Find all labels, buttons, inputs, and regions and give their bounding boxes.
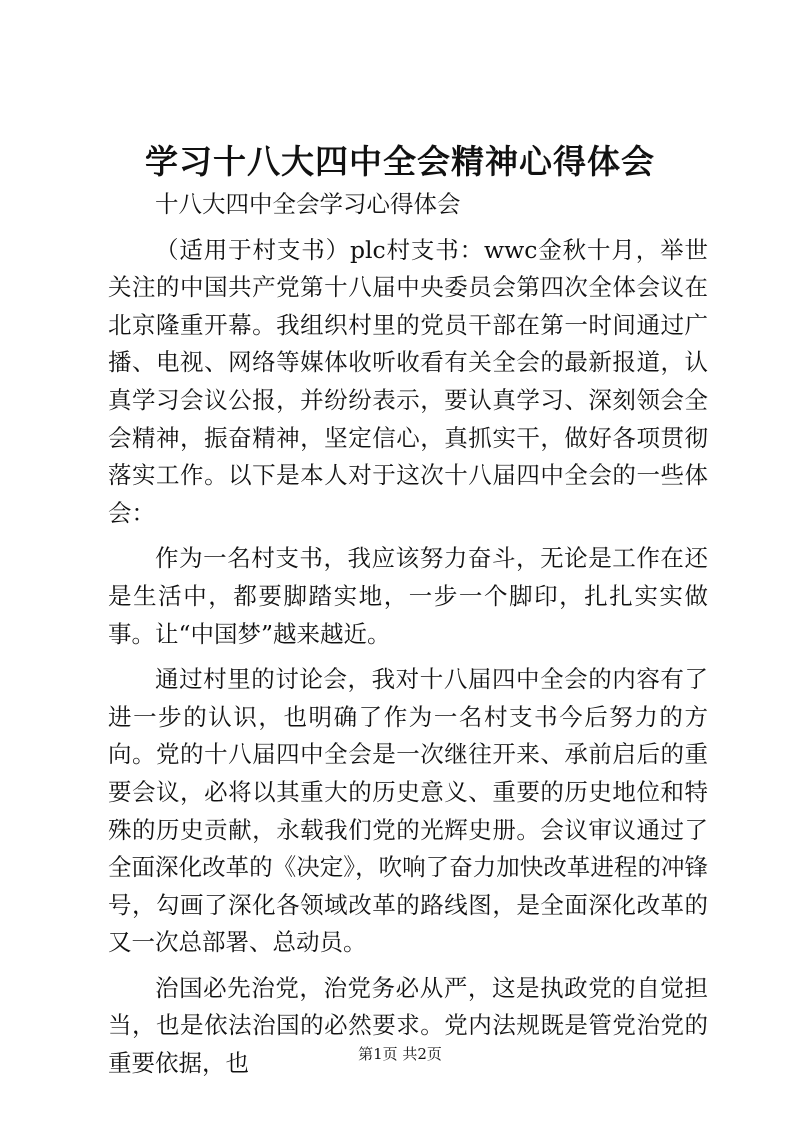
body-paragraph: （适用于村支书）plc村支书：wwc金秋十月，举世关注的中国共产党第十八届中央委员会第四次全体会议在北京隆重开幕。我组织村里的党员干部在第一时间通过广播、电视、网络等媒体收听收看有关全会的最新报道，认真学习会议公报，并纷纷表示，要认真学习、深刻领会全会精神，振奋精神，坚定信心，真抓实干，做好各项贯彻落实工作。以下是本人对于这次十八届四中全会的一些体会： — [108, 235, 708, 527]
subtitle-paragraph: 十八大四中全会学习心得体会 — [155, 190, 461, 218]
body-paragraph: 治国必先治党，治党务必从严，这是执政党的自觉担当，也是依法治国的必然要求。党内法规既是管党治党的重要依据，也 — [108, 973, 708, 1078]
document-body — [108, 186, 708, 1091]
page-number-footer: 第1页 共2页 — [358, 1045, 442, 1063]
body-paragraph: 作为一名村支书，我应该努力奋斗，无论是工作在还是生活中，都要脚踏实地，一步一个脚印，扎扎实实做事。让“中国梦”越来越近。 — [108, 544, 708, 648]
document-title: 学习十八大四中全会精神心得体会 — [145, 142, 655, 181]
body-paragraph: 通过村里的讨论会，我对十八届四中全会的内容有了进一步的认识，也明确了作为一名村支书今后努力的方向。党的十八届四中全会是一次继往开来、承前启后的重要会议，必将以其重大的历史意义、重要的历史地位和特殊的历史贡献，永载我们党的光辉史册。会议审议通过了全面深化改革的《决定》，吹响了奋力加快改革进程的冲锋号，勾画了深化各领域改革的路线图，是全面深化改革的又一次总部署、总动员。 — [108, 665, 708, 957]
